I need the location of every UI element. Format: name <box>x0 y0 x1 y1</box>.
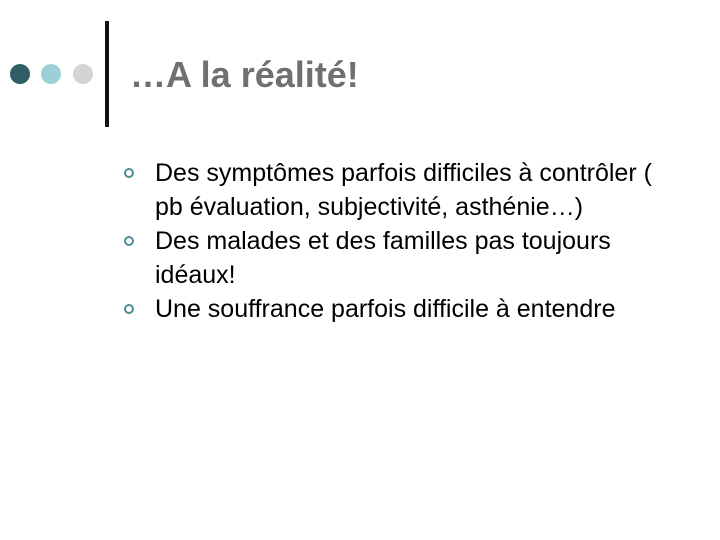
hollow-circle-bullet-icon <box>124 304 134 314</box>
title-divider <box>105 21 109 127</box>
bullet-text: Des symptômes parfois difficiles à contrôler ( pb évaluation, subjectivité, asthénie…) <box>155 159 652 221</box>
slide-title: …A la réalité! <box>130 54 359 95</box>
light-gray-dot-icon <box>73 64 93 84</box>
bullet-text: Des malades et des familles pas toujours idéaux! <box>155 227 611 289</box>
bullet-item <box>155 292 675 326</box>
bullet-list <box>155 156 675 326</box>
bullet-item <box>155 156 675 224</box>
bullet-text: Une souffrance parfois difficile à entendre <box>155 295 616 323</box>
bullet-item <box>155 224 675 292</box>
hollow-circle-bullet-icon <box>124 236 134 246</box>
dark-teal-dot-icon <box>10 64 30 84</box>
hollow-circle-bullet-icon <box>124 168 134 178</box>
light-teal-dot-icon <box>41 64 61 84</box>
